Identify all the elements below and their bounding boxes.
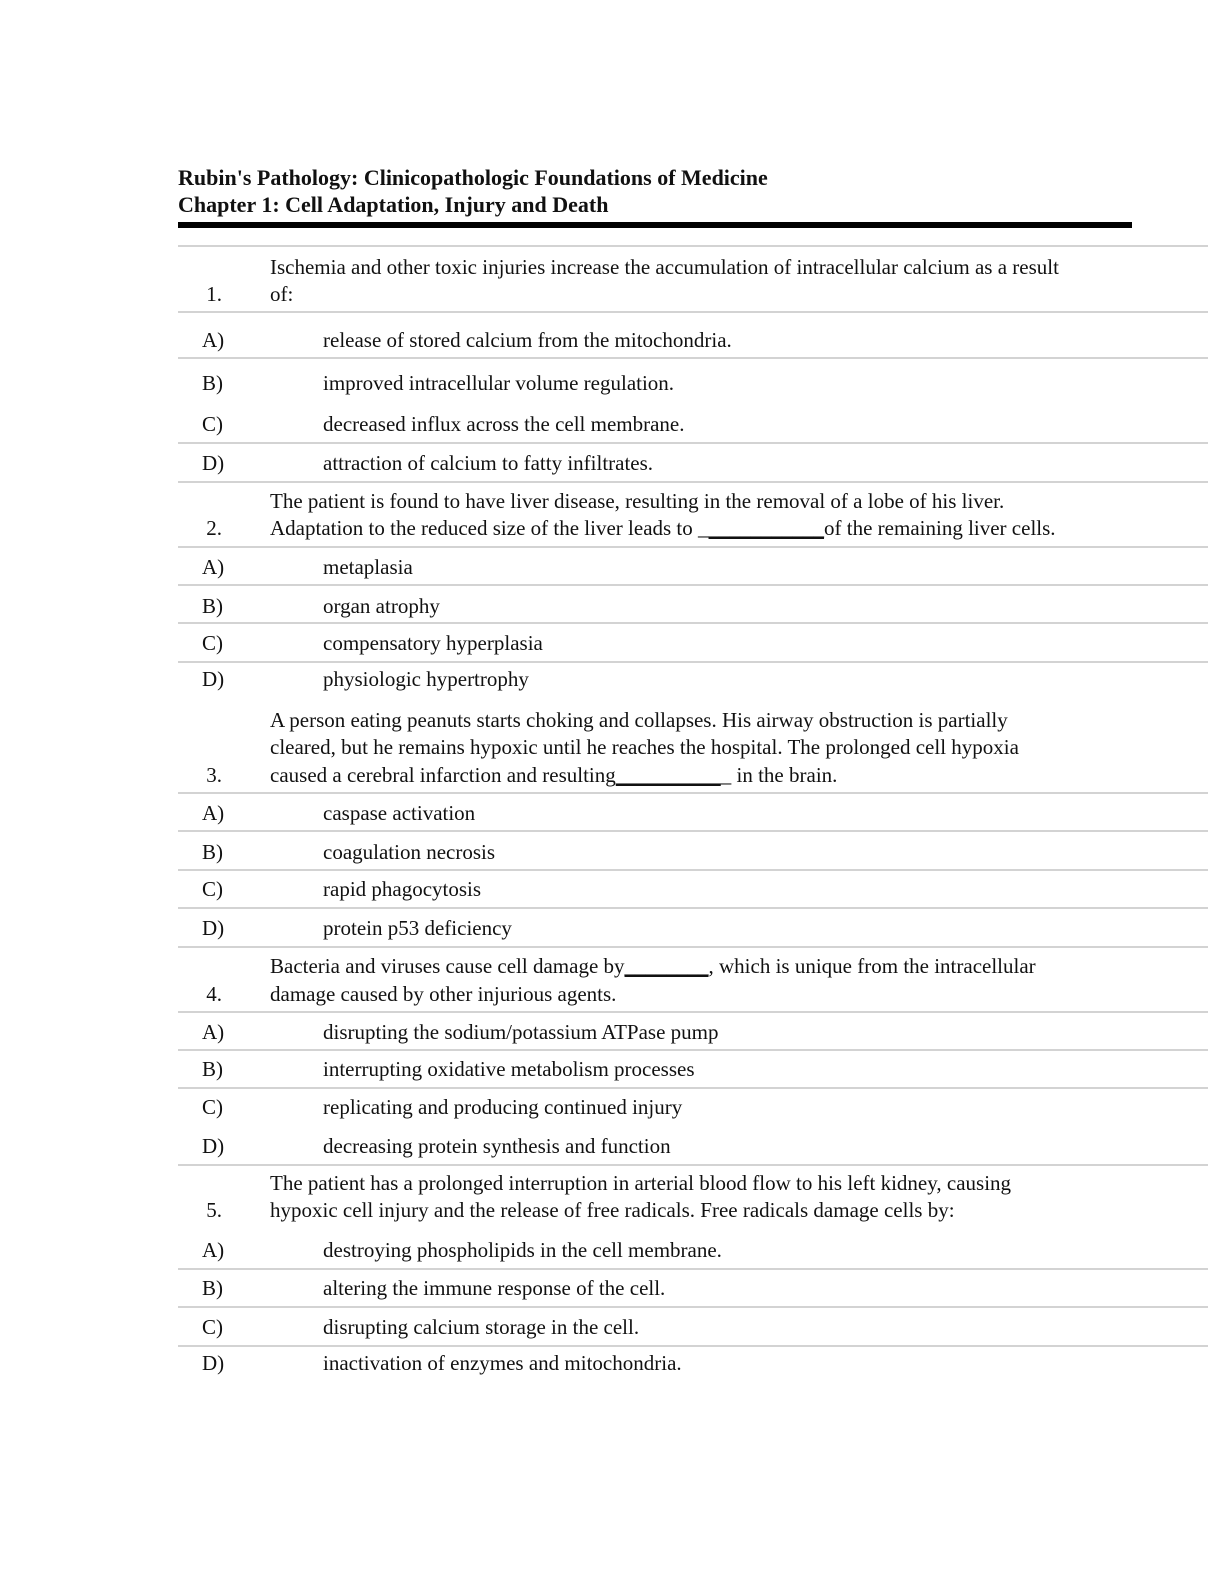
- row-divider: [178, 1345, 1208, 1347]
- option-text: decreasing protein synthesis and function: [323, 1134, 671, 1158]
- row-divider: [178, 442, 1208, 444]
- row-divider: [178, 1164, 1208, 1166]
- option-label: C): [202, 1095, 223, 1119]
- option-text: organ atrophy: [323, 594, 440, 618]
- option-text: disrupting calcium storage in the cell.: [323, 1315, 640, 1339]
- option-label: A): [202, 801, 225, 825]
- row-divider: [178, 869, 1208, 871]
- option-text: protein p53 deficiency: [323, 916, 512, 940]
- option-label: D): [202, 916, 225, 940]
- option-label: B): [202, 1057, 223, 1081]
- question-text-line: Ischemia and other toxic injuries increase the accumulation of intracellular calcium as a result: [270, 255, 1059, 279]
- option-text: altering the immune response of the cell.: [323, 1276, 666, 1300]
- option-text: coagulation necrosis: [323, 840, 496, 864]
- option-label: A): [202, 1020, 225, 1044]
- option-text: metaplasia: [323, 555, 413, 579]
- option-text: destroying phospholipids in the cell membrane.: [323, 1238, 722, 1262]
- option-label: A): [202, 555, 225, 579]
- option-label: D): [202, 667, 225, 691]
- row-divider: [178, 481, 1208, 483]
- option-label: C): [202, 631, 223, 655]
- row-divider: [178, 311, 1208, 313]
- question-number: 1.: [206, 282, 222, 306]
- question-text-line: [270, 953, 1210, 980]
- row-divider: [178, 907, 1208, 909]
- question-text-line: A person eating peanuts starts choking and collapses. His airway obstruction is partially: [270, 708, 1008, 732]
- row-divider: [178, 792, 1208, 794]
- question-number: 2.: [206, 516, 222, 540]
- option-text: decreased influx across the cell membrane.: [323, 412, 685, 436]
- option-label: A): [202, 328, 225, 352]
- row-divider: [178, 661, 1208, 663]
- question-text-line: The patient has a prolonged interruption in arterial blood flow to his left kidney, causing: [270, 1171, 1012, 1195]
- chapter-title: Chapter 1: Cell Adaptation, Injury and Death: [178, 192, 609, 217]
- question-text-line: cleared, but he remains hypoxic until he reaches the hospital. The prolonged cell hypoxia: [270, 735, 1019, 759]
- option-text: replicating and producing continued injury: [323, 1095, 683, 1119]
- question-text-segment: _ in the brain.: [720, 763, 838, 787]
- question-text-line: of:: [270, 282, 294, 306]
- row-divider: [178, 1049, 1208, 1051]
- row-divider: [178, 830, 1208, 832]
- question-text-segment: of the remaining liver cells.: [824, 516, 1056, 540]
- question-text-segment: , which is unique from the intracellular: [708, 954, 1036, 978]
- question-text-line: [270, 515, 1210, 542]
- option-text: interrupting oxidative metabolism processes: [323, 1057, 695, 1081]
- question-text-line: damage caused by other injurious agents.: [270, 982, 617, 1006]
- row-divider: [178, 1306, 1208, 1308]
- document-title: Rubin's Pathology: Clinicopathologic Foundations of Medicine: [178, 165, 768, 190]
- question-text-line: The patient is found to have liver disease, resulting in the removal of a lobe of his liver.: [270, 489, 1005, 513]
- option-label: D): [202, 1351, 225, 1375]
- question-number: 4.: [206, 982, 222, 1006]
- option-text: rapid phagocytosis: [323, 877, 482, 901]
- option-text: release of stored calcium from the mitochondria.: [323, 328, 732, 352]
- option-label: B): [202, 840, 223, 864]
- question-text-segment: Adaptation to the reduced size of the liver leads to _: [270, 516, 709, 540]
- option-text: physiologic hypertrophy: [323, 667, 529, 691]
- option-label: D): [202, 1134, 225, 1158]
- option-text: compensatory hyperplasia: [323, 631, 543, 655]
- answer-blank: ___________: [708, 516, 825, 540]
- option-text: attraction of calcium to fatty infiltrates.: [323, 451, 654, 475]
- option-text: caspase activation: [323, 801, 476, 825]
- option-text: improved intracellular volume regulation.: [323, 371, 675, 395]
- row-divider: [178, 584, 1208, 586]
- option-label: C): [202, 877, 223, 901]
- question-text-line: hypoxic cell injury and the release of free radicals. Free radicals damage cells by:: [270, 1198, 955, 1222]
- option-label: C): [202, 412, 223, 436]
- row-divider: [178, 546, 1208, 548]
- option-label: B): [202, 1276, 223, 1300]
- option-label: C): [202, 1315, 223, 1339]
- question-number: 5.: [206, 1198, 222, 1222]
- option-text: disrupting the sodium/potassium ATPase pump: [323, 1020, 719, 1044]
- option-label: A): [202, 1238, 225, 1262]
- option-label: B): [202, 371, 223, 395]
- row-divider: [178, 245, 1208, 247]
- row-divider: [178, 946, 1208, 948]
- row-divider: [178, 1011, 1208, 1013]
- row-divider: [178, 1268, 1208, 1270]
- question-text-line: [270, 762, 1210, 789]
- question-text-segment: Bacteria and viruses cause cell damage by: [270, 954, 625, 978]
- answer-blank: ________: [624, 954, 709, 978]
- question-number: 3.: [206, 763, 222, 787]
- header-divider: [178, 222, 1132, 228]
- option-text: inactivation of enzymes and mitochondria.: [323, 1351, 682, 1375]
- option-label: B): [202, 594, 223, 618]
- document-header: [178, 164, 1132, 218]
- option-label: D): [202, 451, 225, 475]
- row-divider: [178, 1087, 1208, 1089]
- row-divider: [178, 357, 1208, 359]
- question-text-segment: caused a cerebral infarction and resulting: [270, 763, 616, 787]
- answer-blank: __________: [615, 763, 721, 787]
- row-divider: [178, 622, 1208, 624]
